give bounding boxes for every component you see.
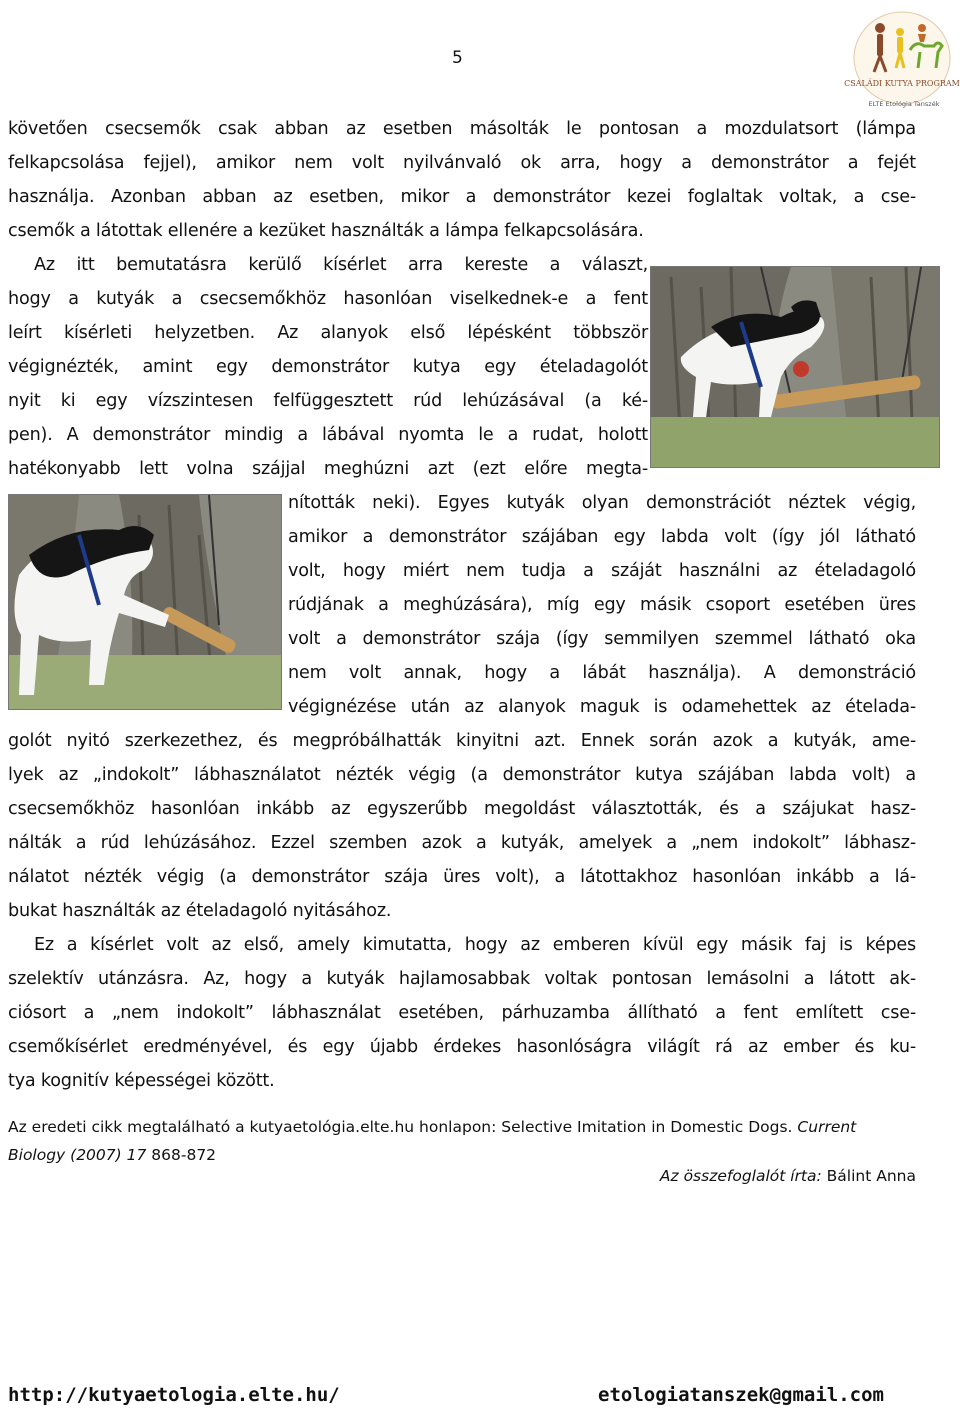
reference-journal: Current Biology (2007) 17 bbox=[8, 1118, 857, 1164]
text-line: amikor a demonstrátor szájában egy labda volt (így jól látható bbox=[288, 527, 916, 547]
text-line: Ez a kísérlet volt az első, amely kimutatta, hogy az emberen kívül egy másik faj is képes bbox=[34, 935, 916, 955]
text-line: Az itt bemutatásra kerülő kísérlet arra kereste a választ, bbox=[34, 255, 648, 275]
text-line: bukat használták az ételadagoló nyitásához. bbox=[8, 901, 392, 921]
dog-photo-rod-pull-image bbox=[651, 267, 939, 467]
page-number: 5 bbox=[452, 48, 463, 68]
author-name: Bálint Anna bbox=[826, 1167, 916, 1185]
text-line: leírt kísérleti helyzetben. Az alanyok első lépésként többször bbox=[8, 323, 648, 343]
text-line: ciósort a „nem indokolt” lábhasználat esetében, párhuzamba állítható a fent említett cse- bbox=[8, 1003, 916, 1023]
text-line: pen). A demonstrátor mindig a lábával nyomta le a rudat, holott bbox=[8, 425, 648, 445]
text-line: nyit ki egy vízszintesen felfüggesztett rúd lehúzásával (a ké- bbox=[8, 391, 648, 411]
text-line: volt, hogy miért nem tudja a száját használni az ételadagoló bbox=[288, 561, 916, 581]
dog-photo-paw-press bbox=[8, 494, 282, 710]
text-line: szelektív utánzásra. Az, hogy a kutyák hajlamosabbak voltak pontosan lemásolni a látott ak- bbox=[8, 969, 916, 989]
dog-photo-paw-press-image bbox=[9, 495, 281, 709]
text-line: nították neki). Egyes kutyák olyan demonstrációt néztek végig, bbox=[288, 493, 916, 513]
logo-subtitle: ELTE Etológia Tanszék bbox=[868, 100, 940, 108]
text-line: lyek az „indokolt” lábhasználatot nézték végig (a demonstrátor kutya szájában labda volt) a bbox=[8, 765, 916, 785]
text-line: csecsemőkhöz hasonlóan inkább az egyszerűbb megoldást választották, és a szájukat hasz- bbox=[8, 799, 916, 819]
logo-title: CSALÁDI KUTYA PROGRAM bbox=[844, 79, 960, 88]
text-line: nálták a rúd lehúzásához. Ezzel szemben azok a kutyák, amelyek a „nem indokolt” lábhasz- bbox=[8, 833, 916, 853]
logo-graphic bbox=[844, 6, 960, 108]
reference-pages: 868-872 bbox=[151, 1146, 217, 1164]
text-line: rúdjának a meghúzására), míg egy másik csoport esetében üres bbox=[288, 595, 916, 615]
text-line: hatékonyabb lett volna szájjal meghúzni azt (ezt előre megta- bbox=[8, 459, 648, 479]
text-line: végignézték, amint egy demonstrátor kutya egy ételadagolót bbox=[8, 357, 648, 377]
reference-text: Az eredeti cikk megtalálható a kutyaetológia.elte.hu honlapon: Selective Imitation in Domestic Dogs. bbox=[8, 1118, 793, 1136]
dog-photo-rod-pull bbox=[650, 266, 940, 468]
text-line: golót nyitó szerkezethez, és megpróbálhatták kinyitni azt. Ennek során azok a kutyák, ame- bbox=[8, 731, 916, 751]
author-credit bbox=[660, 1167, 916, 1185]
text-line: nálatot nézték végig (a demonstrátor szája üres volt), a látottakhoz hasonlóan inkább a lá- bbox=[8, 867, 916, 887]
program-logo bbox=[844, 6, 960, 108]
footer-email[interactable]: etologiatanszek@gmail.com bbox=[598, 1384, 884, 1406]
reference bbox=[8, 1113, 916, 1169]
text-line: használja. Azonban abban az esetben, mikor a demonstrátor kezei foglaltak voltak, a cse- bbox=[8, 187, 916, 207]
text-line: nem volt annak, hogy a lábát használja). A demonstráció bbox=[288, 663, 916, 683]
text-line: követően csecsemők csak abban az esetben másolták le pontosan a mozdulatsort (lámpa bbox=[8, 119, 916, 139]
text-line: végignézése után az alanyok maguk is odamehettek az ételada- bbox=[288, 697, 916, 717]
text-line: csemőkísérlet eredményével, és egy újabb érdekes hasonlóságra világít rá az ember és ku- bbox=[8, 1037, 916, 1057]
author-label: Az összefoglalót írta: bbox=[659, 1167, 822, 1185]
text-line: csemők a látottak ellenére a kezüket használták a lámpa felkapcsolására. bbox=[8, 221, 644, 241]
footer-url[interactable]: http://kutyaetologia.elte.hu/ bbox=[8, 1384, 340, 1406]
text-line: felkapcsolása fejjel), amikor nem volt nyilvánvaló ok arra, hogy a demonstrátor a fejét bbox=[8, 153, 916, 173]
text-line: tya kognitív képességei között. bbox=[8, 1071, 275, 1091]
text-line: volt a demonstrátor szája (így semmilyen szemmel látható oka bbox=[288, 629, 916, 649]
text-line: hogy a kutyák a csecsemőkhöz hasonlóan viselkednek-e a fent bbox=[8, 289, 648, 309]
